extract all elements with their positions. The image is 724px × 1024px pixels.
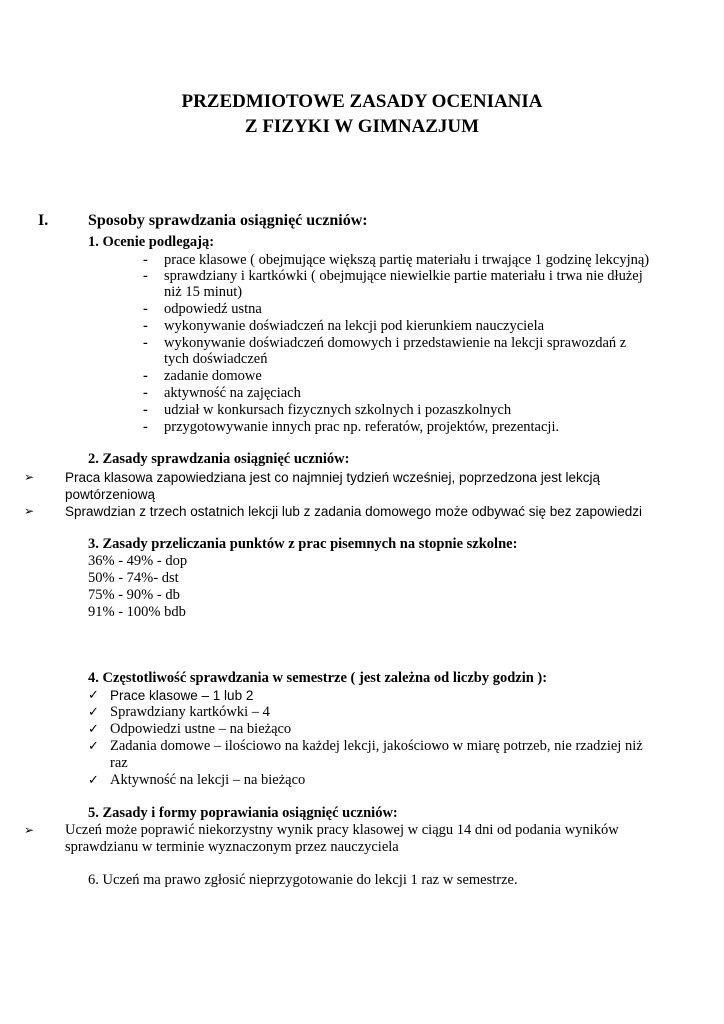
list-item: przygotowywanie innych prac np. referatów, projektów, prezentacji. bbox=[164, 419, 560, 435]
dash-bullet: - bbox=[143, 318, 148, 334]
frequency-item: Zadania domowe – ilościowo na każdej lekcji, jakościowo w miarę potrzeb, nie rzadziej niż bbox=[110, 738, 643, 754]
rule-item: Sprawdzian z trzech ostatnich lekcji lub z zadania domowego może odbywać się bez zapowiedzi bbox=[65, 504, 643, 519]
dash-bullet: - bbox=[143, 252, 148, 268]
list-item: sprawdziany i kartkówki ( obejmujące niewielkie partie materiału i trwa nie dłużej bbox=[164, 268, 643, 284]
list-item: odpowiedź ustna bbox=[164, 301, 262, 317]
checkmark-icon: ✓ bbox=[88, 773, 99, 788]
arrow-bullet-icon: ➢ bbox=[24, 504, 35, 518]
rule-item-continuation: powtórzeniową bbox=[65, 487, 156, 502]
list-item-continuation: tych doświadczeń bbox=[164, 351, 268, 367]
checkmark-icon: ✓ bbox=[88, 688, 99, 703]
section-heading: Sposoby sprawdzania osiągnięć uczniów: bbox=[88, 212, 368, 229]
checkmark-icon: ✓ bbox=[88, 739, 99, 754]
dash-bullet: - bbox=[143, 335, 148, 351]
grade-scale-row: 36% - 49% - dop bbox=[88, 553, 188, 569]
document-title-line-1: PRZEDMIOTOWE ZASADY OCENIANIA bbox=[181, 91, 543, 112]
dash-bullet: - bbox=[143, 268, 148, 284]
frequency-item: Sprawdziany kartkówki – 4 bbox=[110, 704, 270, 720]
subsection-4-heading: 4. Częstotliwość sprawdzania w semestrze ( jest zależna od liczby godzin ): bbox=[88, 670, 548, 686]
list-item: aktywność na zajęciach bbox=[164, 385, 301, 401]
grade-scale-row: 75% - 90% - db bbox=[88, 587, 180, 603]
section-numeral: I. bbox=[38, 212, 49, 229]
checkmark-icon: ✓ bbox=[88, 722, 99, 737]
document-title-line-2: Z FIZYKI W GIMNAZJUM bbox=[244, 116, 480, 137]
grade-scale-row: 50% - 74%- dst bbox=[88, 570, 179, 586]
grade-scale-row: 91% - 100% bdb bbox=[88, 604, 186, 620]
subsection-1-heading: 1. Ocenie podlegają: bbox=[88, 234, 215, 250]
frequency-item: Odpowiedzi ustne – na bieżąco bbox=[110, 721, 292, 737]
dash-bullet: - bbox=[143, 385, 148, 401]
correction-rule-continuation: sprawdzianu w terminie wyznaczonym przez nauczyciela bbox=[65, 839, 399, 855]
dash-bullet: - bbox=[143, 402, 148, 418]
subsection-3-heading: 3. Zasady przeliczania punktów z prac pisemnych na stopnie szkolne: bbox=[88, 536, 518, 552]
subsection-6-text: 6. Uczeń ma prawo zgłosić nieprzygotowanie do lekcji 1 raz w semestrze. bbox=[88, 872, 518, 888]
frequency-item-continuation: raz bbox=[110, 755, 128, 771]
arrow-bullet-icon: ➢ bbox=[24, 823, 35, 837]
arrow-bullet-icon: ➢ bbox=[24, 470, 35, 484]
frequency-item: Aktywność na lekcji – na bieżąco bbox=[110, 772, 306, 788]
subsection-2-heading: 2. Zasady sprawdzania osiągnięć uczniów: bbox=[88, 451, 350, 467]
list-item: wykonywanie doświadczeń domowych i przedstawienie na lekcji sprawozdań z bbox=[164, 335, 627, 351]
list-item: zadanie domowe bbox=[164, 368, 262, 384]
dash-bullet: - bbox=[143, 301, 148, 317]
rule-item: Praca klasowa zapowiedziana jest co najmniej tydzień wcześniej, poprzedzona jest lekcją bbox=[65, 470, 601, 485]
frequency-item: Prace klasowe – 1 lub 2 bbox=[110, 688, 254, 703]
dash-bullet: - bbox=[143, 419, 148, 435]
checkmark-icon: ✓ bbox=[88, 705, 99, 720]
list-item: prace klasowe ( obejmujące większą partię materiału i trwające 1 godzinę lekcyjną) bbox=[164, 252, 650, 268]
dash-bullet: - bbox=[143, 368, 148, 384]
list-item-continuation: niż 15 minut) bbox=[164, 284, 243, 300]
list-item: wykonywanie doświadczeń na lekcji pod kierunkiem nauczyciela bbox=[164, 318, 545, 334]
list-item: udział w konkursach fizycznych szkolnych i pozaszkolnych bbox=[164, 402, 512, 418]
subsection-5-heading: 5. Zasady i formy poprawiania osiągnięć uczniów: bbox=[88, 805, 398, 821]
correction-rule: Uczeń może poprawić niekorzystny wynik pracy klasowej w ciągu 14 dni od podania wyników bbox=[65, 822, 619, 838]
